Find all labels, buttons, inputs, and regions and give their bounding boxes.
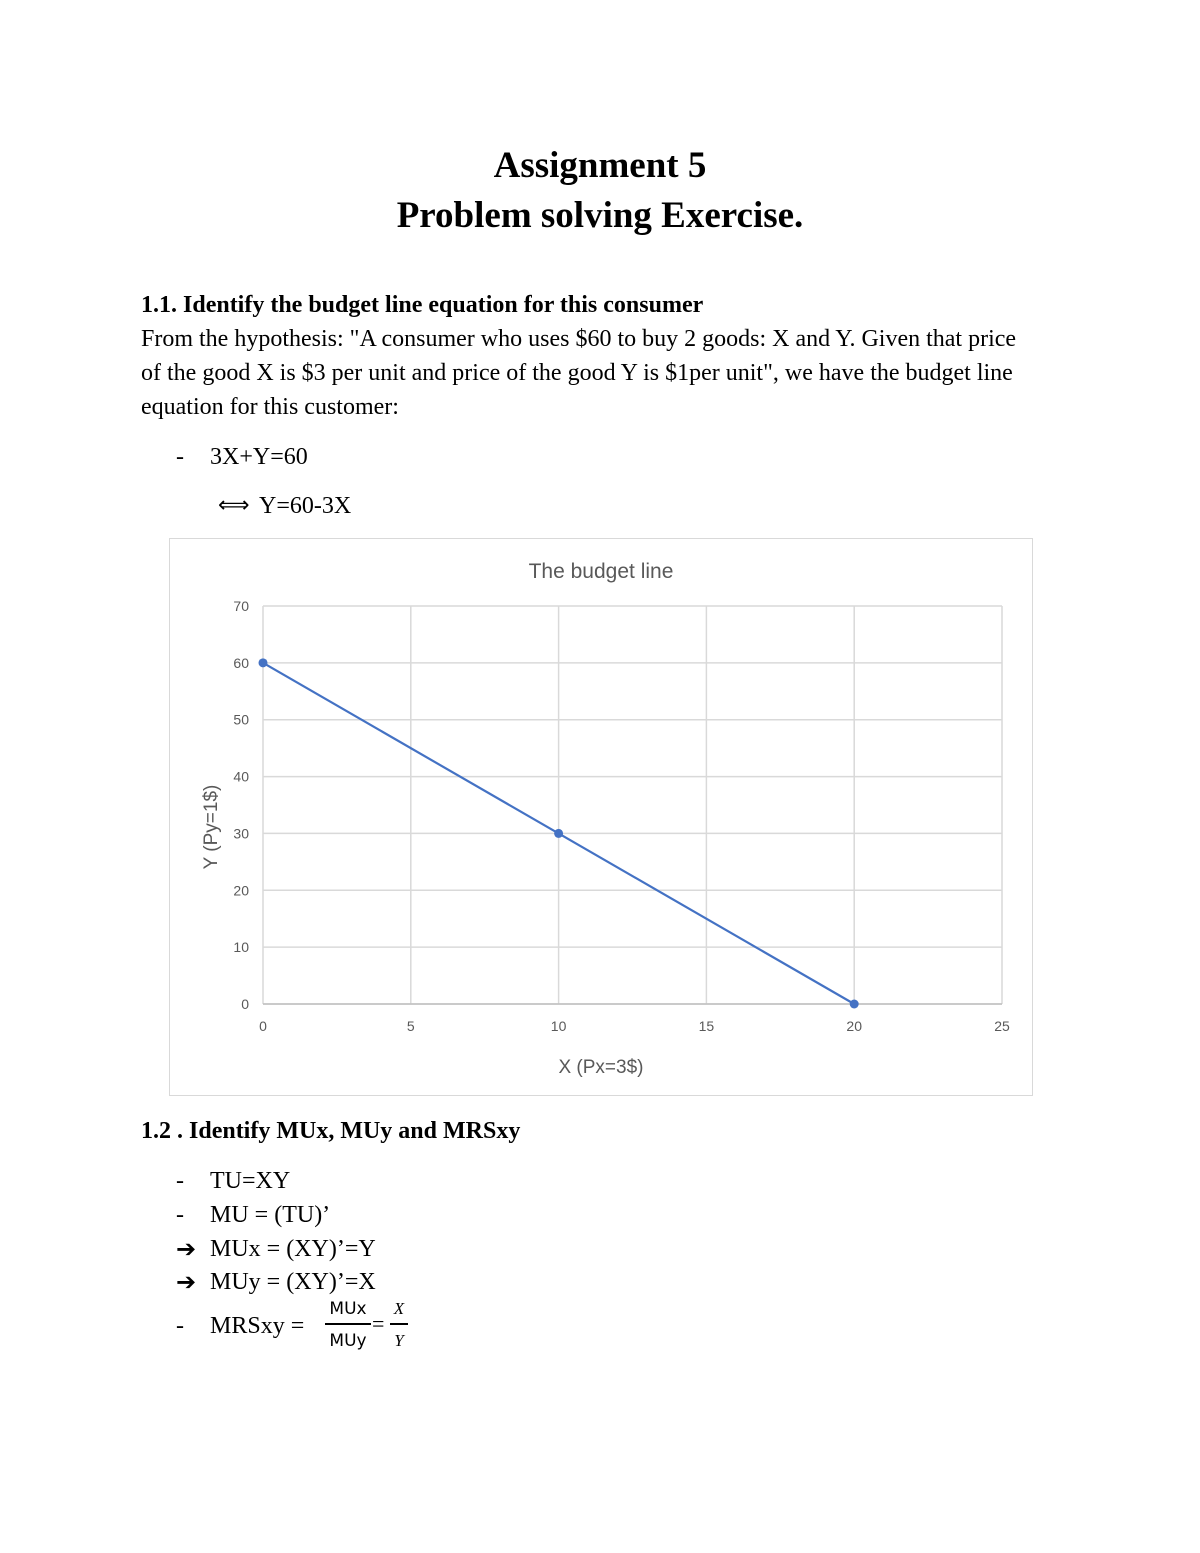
chart-canvas	[170, 539, 1032, 1095]
y-tick-label: 30	[233, 825, 249, 842]
y-tick-label: 70	[233, 598, 249, 614]
bullet-marker: -	[176, 1168, 184, 1194]
mrs-prefix: MRSxy =	[210, 1313, 305, 1339]
chart-title: The budget line	[528, 560, 674, 583]
bullet-marker: -	[176, 1202, 184, 1228]
marginal-utility-line: MU = (TU)’	[210, 1202, 331, 1228]
y-tick-label: 50	[233, 711, 249, 728]
y-tick-label: 20	[233, 882, 249, 899]
equivalence-icon: ⟺	[218, 493, 250, 518]
data-point	[554, 829, 563, 838]
bullet-marker: -	[176, 1313, 184, 1339]
mux-line: MUx = (XY)’=Y	[210, 1236, 376, 1262]
fraction-equals: =	[372, 1311, 385, 1336]
arrow-icon: ➔	[176, 1235, 197, 1263]
page-title-line1: Assignment 5	[493, 145, 707, 186]
x-tick-label: 5	[406, 1018, 415, 1034]
fraction2-denominator: Y	[394, 1331, 404, 1350]
section1-heading: 1.1. Identify the budget line equation for this consumer	[141, 292, 704, 318]
y-tick-label: 10	[233, 939, 249, 956]
fraction1-numerator: MUx	[329, 1299, 367, 1319]
x-tick-label: 0	[259, 1018, 267, 1034]
x-tick-label: 20	[846, 1018, 862, 1034]
bullet-marker: -	[176, 444, 184, 470]
data-point	[850, 1000, 859, 1009]
y-axis-label: Y (Py=1$)	[201, 784, 222, 870]
x-tick-label: 25	[994, 1018, 1010, 1034]
x-tick-label: 10	[550, 1018, 567, 1034]
section2-heading: 1.2 . Identify MUx, MUy and MRSxy	[141, 1118, 521, 1144]
total-utility-line: TU=XY	[210, 1168, 291, 1194]
fraction1-denominator: MUy	[329, 1331, 367, 1351]
arrow-icon: ➔	[176, 1268, 197, 1296]
y-tick-label: 0	[241, 996, 249, 1012]
x-tick-label: 15	[698, 1018, 715, 1034]
section1-paragraph: From the hypothesis: "A consumer who uses $60 to buy 2 goods: X and Y. Given that price of the good X is $3 per unit and price of the good Y is $1per unit", we have the budget line equation for this customer:	[141, 326, 1017, 420]
budget-equation-solved: Y=60-3X	[259, 493, 352, 519]
budget-line-chart	[169, 538, 1033, 1096]
data-point	[259, 658, 268, 667]
y-tick-label: 40	[233, 768, 249, 785]
fraction1-bar	[325, 1323, 371, 1325]
y-tick-label: 60	[233, 654, 249, 671]
budget-equation: 3X+Y=60	[210, 444, 308, 470]
muy-line: MUy = (XY)’=X	[210, 1269, 376, 1295]
page-title-line2: Problem solving Exercise.	[396, 195, 804, 236]
fraction2-bar	[390, 1323, 408, 1325]
x-axis-label: X (Px=3$)	[558, 1057, 644, 1078]
fraction2-numerator: X	[393, 1299, 405, 1318]
